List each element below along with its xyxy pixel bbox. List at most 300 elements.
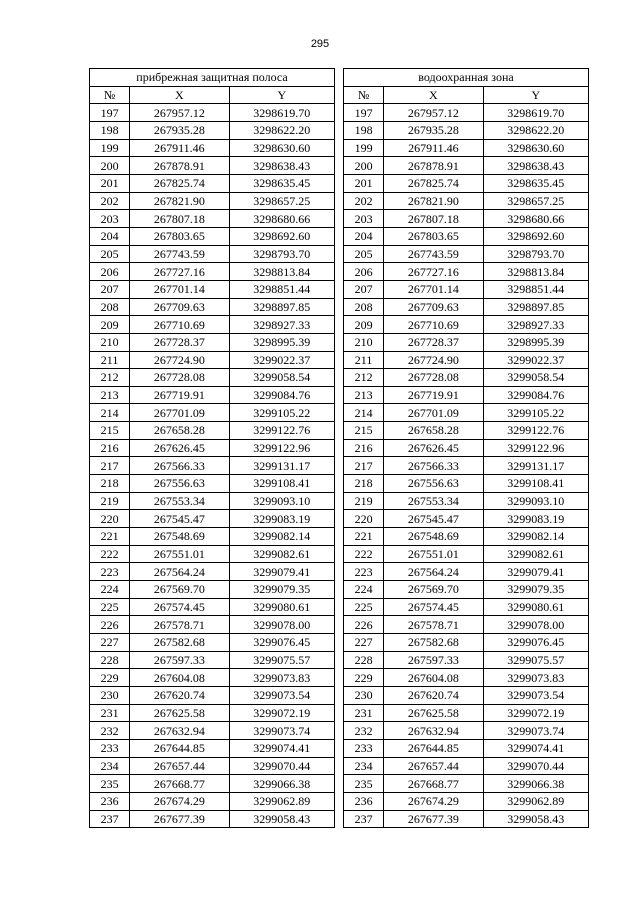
x-coordinate-cell: 267569.70: [130, 581, 229, 599]
x-coordinate-cell: 267632.94: [384, 722, 483, 740]
x-coordinate-cell: 267545.47: [384, 510, 483, 528]
y-coordinate-cell: 3299058.43: [229, 810, 334, 828]
table-row: [344, 192, 589, 210]
y-coordinate-cell: 3299080.61: [229, 598, 334, 616]
table-row: [344, 422, 589, 440]
y-coordinate-cell: 3298793.70: [229, 245, 334, 263]
y-coordinate-cell: 3299131.17: [229, 457, 334, 475]
y-coordinate-cell: 3298680.66: [483, 210, 588, 228]
y-coordinate-cell: 3299070.44: [229, 757, 334, 775]
x-coordinate-cell: 267821.90: [384, 192, 483, 210]
table-row: [90, 333, 335, 351]
y-coordinate-cell: 3298619.70: [229, 104, 334, 122]
y-coordinate-cell: 3299108.41: [229, 475, 334, 493]
table-row: [344, 757, 589, 775]
y-coordinate-cell: 3299070.44: [483, 757, 588, 775]
point-number-cell: 206: [90, 263, 130, 281]
x-coordinate-cell: 267597.33: [130, 651, 229, 669]
y-coordinate-cell: 3299084.76: [483, 386, 588, 404]
y-coordinate-cell: 3299073.54: [229, 686, 334, 704]
point-number-cell: 233: [344, 739, 384, 757]
table-row: [344, 545, 589, 563]
y-coordinate-cell: 3299075.57: [229, 651, 334, 669]
y-coordinate-cell: 3298692.60: [229, 227, 334, 245]
x-coordinate-cell: 267743.59: [384, 245, 483, 263]
y-coordinate-cell: 3299075.57: [483, 651, 588, 669]
point-number-cell: 218: [90, 475, 130, 493]
point-number-cell: 218: [344, 475, 384, 493]
y-coordinate-cell: 3299122.76: [229, 422, 334, 440]
point-number-cell: 220: [344, 510, 384, 528]
y-coordinate-cell: 3299066.38: [483, 775, 588, 793]
x-coordinate-cell: 267710.69: [384, 316, 483, 334]
x-coordinate-cell: 267709.63: [384, 298, 483, 316]
x-coordinate-cell: 267553.34: [130, 492, 229, 510]
x-coordinate-cell: 267597.33: [384, 651, 483, 669]
point-number-cell: 228: [344, 651, 384, 669]
point-number-cell: 229: [90, 669, 130, 687]
x-coordinate-cell: 267803.65: [130, 227, 229, 245]
y-coordinate-cell: 3298851.44: [483, 280, 588, 298]
point-number-cell: 202: [90, 192, 130, 210]
y-coordinate-cell: 3299072.19: [483, 704, 588, 722]
x-coordinate-cell: 267626.45: [130, 439, 229, 457]
x-coordinate-cell: 267620.74: [130, 686, 229, 704]
point-number-cell: 226: [90, 616, 130, 634]
y-coordinate-cell: 3299073.54: [483, 686, 588, 704]
table-row: [90, 739, 335, 757]
x-coordinate-cell: 267626.45: [384, 439, 483, 457]
x-coordinate-cell: 267719.91: [384, 386, 483, 404]
table-row: [90, 298, 335, 316]
table-row: [344, 210, 589, 228]
point-number-cell: 214: [344, 404, 384, 422]
y-coordinate-cell: 3299072.19: [229, 704, 334, 722]
y-coordinate-cell: 3298638.43: [229, 157, 334, 175]
table-title-row: [90, 69, 335, 87]
y-coordinate-cell: 3299074.41: [483, 739, 588, 757]
point-number-cell: 213: [344, 386, 384, 404]
table-row: [344, 598, 589, 616]
x-coordinate-cell: 267710.69: [130, 316, 229, 334]
table-row: [90, 157, 335, 175]
y-coordinate-cell: 3298813.84: [229, 263, 334, 281]
table-row: [344, 298, 589, 316]
y-coordinate-cell: 3299078.00: [483, 616, 588, 634]
y-coordinate-cell: 3298657.25: [483, 192, 588, 210]
x-coordinate-cell: 267604.08: [130, 669, 229, 687]
x-coordinate-cell: 267553.34: [384, 492, 483, 510]
table-row: [90, 528, 335, 546]
y-coordinate-cell: 3299105.22: [483, 404, 588, 422]
x-coordinate-cell: 267548.69: [130, 528, 229, 546]
point-number-cell: 237: [90, 810, 130, 828]
table-row: [90, 792, 335, 810]
table-row: [344, 104, 589, 122]
x-coordinate-cell: 267878.91: [130, 157, 229, 175]
point-number-cell: 226: [344, 616, 384, 634]
y-coordinate-cell: 3299022.37: [229, 351, 334, 369]
table-row: [344, 227, 589, 245]
table-row: [344, 369, 589, 387]
y-coordinate-cell: 3299083.19: [229, 510, 334, 528]
y-coordinate-cell: 3299073.74: [483, 722, 588, 740]
column-header-y: Y: [229, 86, 334, 104]
point-number-cell: 223: [344, 563, 384, 581]
y-coordinate-cell: 3299080.61: [483, 598, 588, 616]
x-coordinate-cell: 267620.74: [384, 686, 483, 704]
table-row: [90, 192, 335, 210]
x-coordinate-cell: 267632.94: [130, 722, 229, 740]
x-coordinate-cell: 267625.58: [130, 704, 229, 722]
point-number-cell: 204: [90, 227, 130, 245]
x-coordinate-cell: 267728.08: [130, 369, 229, 387]
y-coordinate-cell: 3299122.76: [483, 422, 588, 440]
coastal-protective-strip-table: [89, 68, 335, 828]
table-row: [344, 792, 589, 810]
x-coordinate-cell: 267569.70: [384, 581, 483, 599]
point-number-cell: 198: [90, 121, 130, 139]
table-row: [90, 634, 335, 652]
y-coordinate-cell: 3299093.10: [483, 492, 588, 510]
y-coordinate-cell: 3298635.45: [229, 174, 334, 192]
point-number-cell: 210: [90, 333, 130, 351]
x-coordinate-cell: 267578.71: [130, 616, 229, 634]
x-coordinate-cell: 267644.85: [130, 739, 229, 757]
point-number-cell: 232: [90, 722, 130, 740]
x-coordinate-cell: 267724.90: [384, 351, 483, 369]
y-coordinate-cell: 3299073.74: [229, 722, 334, 740]
column-header-x: X: [384, 86, 483, 104]
table-row: [344, 492, 589, 510]
x-coordinate-cell: 267724.90: [130, 351, 229, 369]
point-number-cell: 212: [90, 369, 130, 387]
table-row: [344, 810, 589, 828]
y-coordinate-cell: 3299079.35: [229, 581, 334, 599]
x-coordinate-cell: 267825.74: [130, 174, 229, 192]
y-coordinate-cell: 3299082.14: [229, 528, 334, 546]
table-row: [344, 404, 589, 422]
point-number-cell: 204: [344, 227, 384, 245]
table-row: [344, 386, 589, 404]
x-coordinate-cell: 267825.74: [384, 174, 483, 192]
table-row: [344, 686, 589, 704]
x-coordinate-cell: 267709.63: [130, 298, 229, 316]
y-coordinate-cell: 3298793.70: [483, 245, 588, 263]
x-coordinate-cell: 267807.18: [384, 210, 483, 228]
table-row: [344, 651, 589, 669]
x-coordinate-cell: 267911.46: [130, 139, 229, 157]
point-number-cell: 221: [344, 528, 384, 546]
point-number-cell: 237: [344, 810, 384, 828]
y-coordinate-cell: 3299062.89: [483, 792, 588, 810]
x-coordinate-cell: 267658.28: [384, 422, 483, 440]
point-number-cell: 209: [90, 316, 130, 334]
table-row: [90, 121, 335, 139]
point-number-cell: 210: [344, 333, 384, 351]
point-number-cell: 235: [344, 775, 384, 793]
point-number-cell: 227: [90, 634, 130, 652]
table-row: [344, 245, 589, 263]
x-coordinate-cell: 267701.14: [130, 280, 229, 298]
point-number-cell: 217: [344, 457, 384, 475]
table-row: [90, 210, 335, 228]
x-coordinate-cell: 267935.28: [130, 121, 229, 139]
x-coordinate-cell: 267728.37: [130, 333, 229, 351]
y-coordinate-cell: 3299078.00: [229, 616, 334, 634]
y-coordinate-cell: 3299079.41: [229, 563, 334, 581]
point-number-cell: 211: [90, 351, 130, 369]
point-number-cell: 202: [344, 192, 384, 210]
table-row: [344, 528, 589, 546]
y-coordinate-cell: 3299066.38: [229, 775, 334, 793]
point-number-cell: 199: [90, 139, 130, 157]
point-number-cell: 197: [90, 104, 130, 122]
point-number-cell: 214: [90, 404, 130, 422]
point-number-cell: 230: [344, 686, 384, 704]
table-row: [344, 457, 589, 475]
table-row: [90, 686, 335, 704]
point-number-cell: 197: [344, 104, 384, 122]
x-coordinate-cell: 267551.01: [384, 545, 483, 563]
x-coordinate-cell: 267566.33: [130, 457, 229, 475]
y-coordinate-cell: 3299073.83: [229, 669, 334, 687]
point-number-cell: 223: [90, 563, 130, 581]
point-number-cell: 203: [90, 210, 130, 228]
x-coordinate-cell: 267574.45: [130, 598, 229, 616]
y-coordinate-cell: 3298692.60: [483, 227, 588, 245]
table-row: [344, 475, 589, 493]
x-coordinate-cell: 267582.68: [130, 634, 229, 652]
table-row: [344, 722, 589, 740]
point-number-cell: 224: [344, 581, 384, 599]
column-header-y: Y: [483, 86, 588, 104]
x-coordinate-cell: 267625.58: [384, 704, 483, 722]
table-row: [90, 475, 335, 493]
x-coordinate-cell: 267743.59: [130, 245, 229, 263]
y-coordinate-cell: 3298619.70: [483, 104, 588, 122]
table-row: [90, 757, 335, 775]
y-coordinate-cell: 3299082.61: [483, 545, 588, 563]
point-number-cell: 231: [344, 704, 384, 722]
point-number-cell: 227: [344, 634, 384, 652]
point-number-cell: 217: [90, 457, 130, 475]
y-coordinate-cell: 3299122.96: [483, 439, 588, 457]
y-coordinate-cell: 3298813.84: [483, 263, 588, 281]
y-coordinate-cell: 3299022.37: [483, 351, 588, 369]
y-coordinate-cell: 3298927.33: [483, 316, 588, 334]
table-row: [344, 121, 589, 139]
x-coordinate-cell: 267677.39: [130, 810, 229, 828]
x-coordinate-cell: 267564.24: [384, 563, 483, 581]
x-coordinate-cell: 267803.65: [384, 227, 483, 245]
y-coordinate-cell: 3299105.22: [229, 404, 334, 422]
y-coordinate-cell: 3299079.35: [483, 581, 588, 599]
y-coordinate-cell: 3298630.60: [483, 139, 588, 157]
table-row: [90, 598, 335, 616]
y-coordinate-cell: 3298638.43: [483, 157, 588, 175]
table-row: [344, 616, 589, 634]
point-number-cell: 200: [344, 157, 384, 175]
x-coordinate-cell: 267556.63: [384, 475, 483, 493]
y-coordinate-cell: 3298630.60: [229, 139, 334, 157]
point-number-cell: 234: [90, 757, 130, 775]
point-number-cell: 201: [344, 174, 384, 192]
table-row: [344, 157, 589, 175]
table-row: [344, 739, 589, 757]
table-row: [90, 545, 335, 563]
page-number: 295: [310, 38, 330, 50]
table-row: [344, 669, 589, 687]
x-coordinate-cell: 267658.28: [130, 422, 229, 440]
y-coordinate-cell: 3299082.61: [229, 545, 334, 563]
table-row: [90, 174, 335, 192]
table-row: [90, 280, 335, 298]
table-row: [344, 581, 589, 599]
table-row: [344, 174, 589, 192]
x-coordinate-cell: 267701.09: [130, 404, 229, 422]
point-number-cell: 224: [90, 581, 130, 599]
x-coordinate-cell: 267935.28: [384, 121, 483, 139]
table-row: [344, 333, 589, 351]
y-coordinate-cell: 3298851.44: [229, 280, 334, 298]
y-coordinate-cell: 3299122.96: [229, 439, 334, 457]
table-row: [90, 316, 335, 334]
point-number-cell: 236: [344, 792, 384, 810]
x-coordinate-cell: 267657.44: [384, 757, 483, 775]
point-number-cell: 225: [90, 598, 130, 616]
y-coordinate-cell: 3299079.41: [483, 563, 588, 581]
point-number-cell: 207: [90, 280, 130, 298]
y-coordinate-cell: 3299062.89: [229, 792, 334, 810]
point-number-cell: 228: [90, 651, 130, 669]
y-coordinate-cell: 3299073.83: [483, 669, 588, 687]
point-number-cell: 221: [90, 528, 130, 546]
x-coordinate-cell: 267578.71: [384, 616, 483, 634]
x-coordinate-cell: 267727.16: [384, 263, 483, 281]
x-coordinate-cell: 267545.47: [130, 510, 229, 528]
y-coordinate-cell: 3298927.33: [229, 316, 334, 334]
table-row: [90, 404, 335, 422]
table-row: [90, 616, 335, 634]
table-row: [90, 227, 335, 245]
point-number-cell: 220: [90, 510, 130, 528]
x-coordinate-cell: 267821.90: [130, 192, 229, 210]
point-number-cell: 230: [90, 686, 130, 704]
table-row: [90, 775, 335, 793]
point-number-cell: 229: [344, 669, 384, 687]
point-number-cell: 201: [90, 174, 130, 192]
table-header-row: [344, 86, 589, 104]
point-number-cell: 232: [344, 722, 384, 740]
x-coordinate-cell: 267911.46: [384, 139, 483, 157]
y-coordinate-cell: 3299131.17: [483, 457, 588, 475]
point-number-cell: 215: [344, 422, 384, 440]
x-coordinate-cell: 267728.37: [384, 333, 483, 351]
x-coordinate-cell: 267668.77: [384, 775, 483, 793]
point-number-cell: 209: [344, 316, 384, 334]
table-row: [90, 439, 335, 457]
point-number-cell: 211: [344, 351, 384, 369]
x-coordinate-cell: 267657.44: [130, 757, 229, 775]
y-coordinate-cell: 3298657.25: [229, 192, 334, 210]
x-coordinate-cell: 267701.14: [384, 280, 483, 298]
point-number-cell: 233: [90, 739, 130, 757]
table-row: [90, 492, 335, 510]
point-number-cell: 203: [344, 210, 384, 228]
point-number-cell: 200: [90, 157, 130, 175]
point-number-cell: 236: [90, 792, 130, 810]
table-row: [90, 510, 335, 528]
y-coordinate-cell: 3299076.45: [483, 634, 588, 652]
table-row: [90, 351, 335, 369]
point-number-cell: 213: [90, 386, 130, 404]
x-coordinate-cell: 267564.24: [130, 563, 229, 581]
point-number-cell: 208: [344, 298, 384, 316]
table-row: [90, 386, 335, 404]
x-coordinate-cell: 267604.08: [384, 669, 483, 687]
y-coordinate-cell: 3299058.54: [229, 369, 334, 387]
table-row: [90, 263, 335, 281]
y-coordinate-cell: 3298995.39: [483, 333, 588, 351]
column-header-no: №: [90, 86, 130, 104]
table-row: [90, 104, 335, 122]
x-coordinate-cell: 267551.01: [130, 545, 229, 563]
table-row: [344, 775, 589, 793]
point-number-cell: 235: [90, 775, 130, 793]
point-number-cell: 219: [90, 492, 130, 510]
table-row: [90, 810, 335, 828]
table-title: прибрежная защитная полоса: [90, 69, 335, 87]
point-number-cell: 222: [90, 545, 130, 563]
y-coordinate-cell: 3299058.54: [483, 369, 588, 387]
point-number-cell: 207: [344, 280, 384, 298]
y-coordinate-cell: 3298622.20: [483, 121, 588, 139]
y-coordinate-cell: 3299083.19: [483, 510, 588, 528]
x-coordinate-cell: 267668.77: [130, 775, 229, 793]
table-row: [344, 280, 589, 298]
y-coordinate-cell: 3298897.85: [483, 298, 588, 316]
x-coordinate-cell: 267807.18: [130, 210, 229, 228]
y-coordinate-cell: 3298680.66: [229, 210, 334, 228]
y-coordinate-cell: 3299084.76: [229, 386, 334, 404]
x-coordinate-cell: 267556.63: [130, 475, 229, 493]
table-row: [344, 316, 589, 334]
table-row: [90, 704, 335, 722]
table-title-row: [344, 69, 589, 87]
point-number-cell: 212: [344, 369, 384, 387]
column-header-no: №: [344, 86, 384, 104]
x-coordinate-cell: 267701.09: [384, 404, 483, 422]
x-coordinate-cell: 267548.69: [384, 528, 483, 546]
x-coordinate-cell: 267574.45: [384, 598, 483, 616]
y-coordinate-cell: 3299082.14: [483, 528, 588, 546]
point-number-cell: 231: [90, 704, 130, 722]
table-row: [344, 563, 589, 581]
table-row: [344, 634, 589, 652]
y-coordinate-cell: 3299058.43: [483, 810, 588, 828]
y-coordinate-cell: 3299108.41: [483, 475, 588, 493]
table-row: [344, 351, 589, 369]
point-number-cell: 216: [90, 439, 130, 457]
y-coordinate-cell: 3299074.41: [229, 739, 334, 757]
x-coordinate-cell: 267674.29: [130, 792, 229, 810]
table-row: [90, 722, 335, 740]
y-coordinate-cell: 3298995.39: [229, 333, 334, 351]
table-row: [344, 439, 589, 457]
y-coordinate-cell: 3298897.85: [229, 298, 334, 316]
point-number-cell: 205: [344, 245, 384, 263]
